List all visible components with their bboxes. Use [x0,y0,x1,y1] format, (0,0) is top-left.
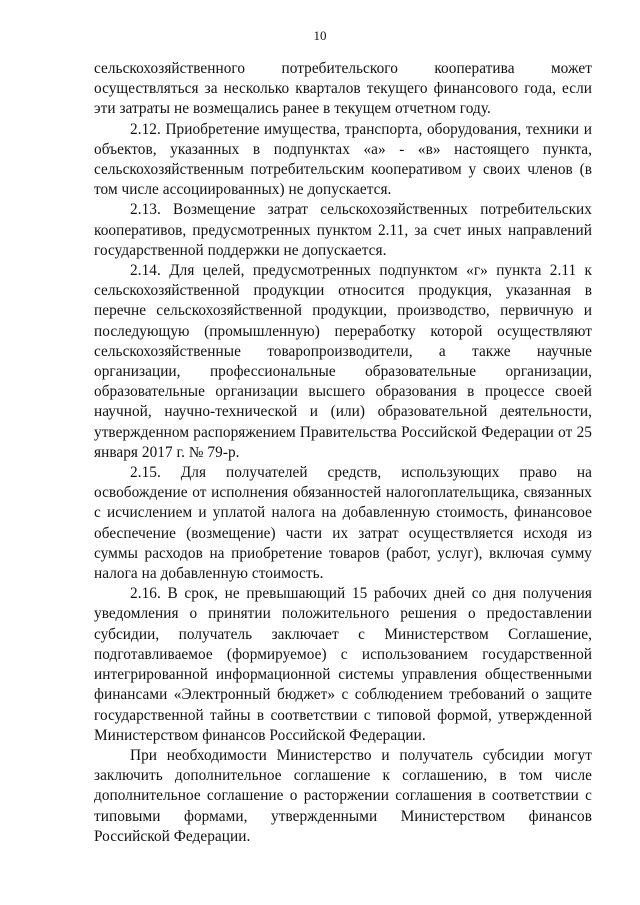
document-body [94,59,592,847]
paragraph-2-13: 2.13. Возмещение затрат сельскохозяйственных потребительских кооперативов, предусмотренных пунктом 2.11, за счет иных направлений государственной поддержки не допускается. [94,201,592,259]
paragraph-2-16: 2.16. В срок, не превышающий 15 рабочих дней со дня получения уведомления о принятии положительного решения о предоставлении субсидии, получатель заключает с Министерством Соглашение, подготавливаемое (формируемое) с использованием государственной интегрированной информационной системы управления общественными финансами «Электронный бюджет» с соблюдением требований о защите государственной тайны в соответствии с типовой формой, утвержденной Министерством финансов Российской Федерации. [94,585,592,744]
page-number: 10 [313,28,327,43]
paragraph-additional-agreement: При необходимости Министерство и получатель субсидии могут заключить дополнительное соглашение к соглашению, в том числе дополнительное соглашение о расторжении соглашения в соответствии с типовыми формами, утвержденными Министерством финансов Российской Федерации. [94,746,592,845]
paragraph-continuation: сельскохозяйственного потребительского кооператива может осуществляться за несколько кварталов текущего финансового года, если эти затраты не возмещались ранее в текущем отчетном году. [94,60,592,118]
paragraph-2-12: 2.12. Приобретение имущества, транспорта, оборудования, техники и объектов, указанных в подпунктах «а» - «в» настоящего пункта, сельскохозяйственным потребительским кооперативом у своих членов (в том числе ассоциированных) не допускается. [94,120,592,199]
paragraph-2-15: 2.15. Для получателей средств, использующих право на освобождение от исполнения обязанностей налогоплательщика, связанных с исчислением и уплатой налога на добавленную стоимость, финансовое обеспечение (возмещение) части их затрат осуществляется исходя из суммы расходов на приобретение товаров (работ, услуг), включая сумму налога на добавленную стоимость. [94,464,592,583]
paragraph-2-14: 2.14. Для целей, предусмотренных подпунктом «г» пункта 2.11 к сельскохозяйственной продукции относится продукция, указанная в перечне сельскохозяйственной продукции, производство, первичную и последующую (промышленную) переработку которой осуществляют сельскохозяйственные товаропроизводители, а также научные организации, профессиональные образовательные организации, образовательные организации высшего образования в процессе своей научной, научно-технической и (или) образовательной деятельности, утвержденном распоряжением Правительства Российской Федерации от 25 января 2017 г. № 79-р. [94,262,592,461]
